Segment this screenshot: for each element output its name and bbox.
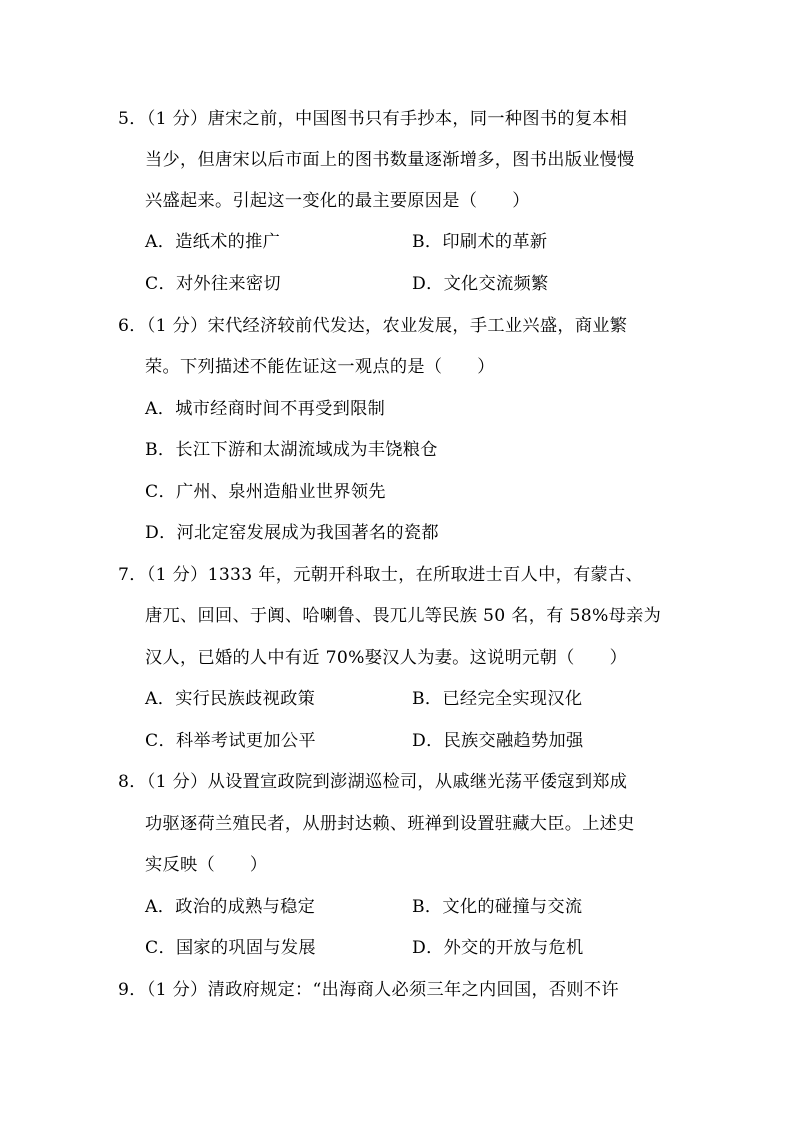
- question-5-stem-line-3: 兴盛起来。引起这一变化的最主要原因是（ ）: [145, 191, 530, 211]
- question-7-stem-line-3: 汉人，已婚的人中有近 70%娶汉人为妻。这说明元朝（ ）: [145, 648, 628, 668]
- question-7-stem-line-2: 唐兀、回回、于阗、哈喇鲁、畏兀儿等民族 50 名，有 58%母亲为: [145, 606, 662, 626]
- question-6-stem-line-1: 6．（1 分）宋代经济较前代发达，农业发展，手工业兴盛，商业繁: [118, 316, 628, 336]
- question-6-option-d: D．河北定窑发展成为我国著名的瓷都: [145, 523, 439, 543]
- question-7-option-d: D．民族交融趋势加强: [412, 731, 584, 751]
- question-7-option-b: B．已经完全实现汉化: [412, 689, 583, 709]
- question-6-option-a: A．城市经商时间不再受到限制: [145, 399, 386, 419]
- question-5-option-c: C．对外往来密切: [145, 274, 281, 294]
- question-6-option-c: C．广州、泉州造船业世界领先: [145, 482, 386, 502]
- question-5-stem-line-1: 5．（1 分）唐宋之前，中国图书只有手抄本，同一种图书的复本相: [118, 109, 628, 129]
- question-7-option-a: A．实行民族歧视政策: [145, 689, 316, 709]
- question-7-stem-line-1: 7．（1 分）1333 年，元朝开科取士，在所取进士百人中，有蒙古、: [118, 565, 644, 585]
- question-9-stem-line-1: 9．（1 分）清政府规定：“出海商人必须三年之内回国，否则不许: [118, 980, 619, 1000]
- question-5-option-a: A．造纸术的推广: [145, 232, 281, 252]
- question-6-option-b: B．长江下游和太湖流域成为丰饶粮仓: [145, 440, 438, 460]
- question-8-option-b: B．文化的碰撞与交流: [412, 897, 583, 917]
- question-5-option-d: D．文化交流频繁: [412, 274, 549, 294]
- question-8-option-c: C．国家的巩固与发展: [145, 938, 316, 958]
- question-6-stem-line-2: 荣。下列描述不能佐证这一观点的是（ ）: [145, 357, 495, 377]
- question-8-stem-line-1: 8．（1 分）从设置宣政院到澎湖巡检司，从戚继光荡平倭寇到郑成: [118, 772, 628, 792]
- question-8-stem-line-2: 功驱逐荷兰殖民者，从册封达赖、班禅到设置驻藏大臣。上述史: [145, 814, 635, 834]
- question-5-stem-line-2: 当少，但唐宋以后市面上的图书数量逐渐增多，图书出版业慢慢: [145, 150, 635, 170]
- question-5-option-b: B．印刷术的革新: [412, 232, 548, 252]
- question-8-stem-line-3: 实反映（ ）: [145, 855, 268, 875]
- question-8-option-d: D．外交的开放与危机: [412, 938, 584, 958]
- question-8-option-a: A．政治的成熟与稳定: [145, 897, 316, 917]
- question-7-option-c: C．科举考试更加公平: [145, 731, 316, 751]
